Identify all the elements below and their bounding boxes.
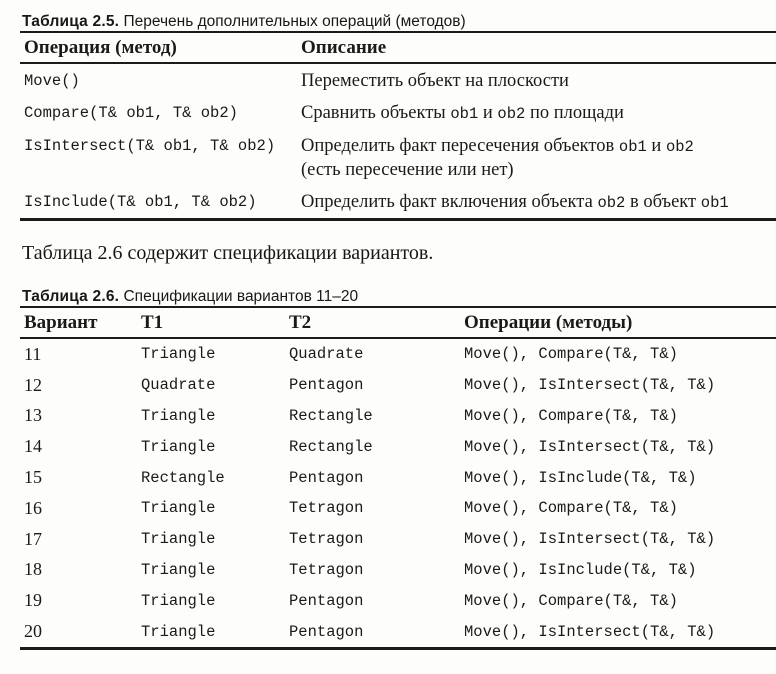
t2-cell: Tetragon	[289, 560, 364, 579]
column-header-operations: Операции (методы)	[464, 311, 633, 333]
t2-cell: Tetragon	[289, 499, 364, 518]
t1-cell: Triangle	[141, 591, 216, 610]
table-row	[20, 96, 776, 129]
operation-cell: Compare(T& ob1, T& ob2)	[24, 104, 238, 122]
inline-code: ob1	[618, 138, 647, 156]
description-cell: Переместить объект на плоскости	[301, 71, 569, 91]
variant-cell: 13	[24, 405, 42, 426]
operation-cell: Move()	[24, 72, 80, 90]
description-cell: Определить факт включения объекта ob2 в объект ob1	[301, 192, 729, 212]
description-cell: Определить факт пересечения объектов ob1 и ob2 (есть пересечение или нет)	[301, 136, 694, 180]
t2-cell: Rectangle	[289, 406, 373, 425]
table-row	[20, 339, 776, 370]
t1-cell: Triangle	[141, 499, 216, 518]
table-row	[20, 129, 776, 185]
variant-cell: 20	[24, 621, 42, 642]
t1-cell: Triangle	[141, 530, 216, 549]
table-2-6-header-row	[20, 308, 776, 339]
operations-cell: Move(), Compare(T&, T&)	[464, 499, 678, 518]
table-2-6-caption-label: Таблица 2.6.	[22, 288, 120, 305]
table-row	[20, 462, 776, 493]
table-2-6-body	[20, 339, 776, 647]
table-row	[20, 185, 776, 218]
operations-cell: Move(), Compare(T&, T&)	[464, 591, 678, 610]
table-row	[20, 64, 776, 96]
inline-code: ob1	[450, 105, 479, 123]
inline-code: ob2	[665, 138, 694, 156]
t2-cell: Pentagon	[289, 468, 364, 487]
table-row	[20, 524, 776, 555]
table-row	[20, 431, 776, 462]
operations-cell: Move(), IsIntersect(T&, T&)	[464, 376, 716, 395]
column-header-t2: T2	[289, 311, 312, 333]
table-row	[20, 585, 776, 616]
operation-cell: IsInclude(T& ob1, T& ob2)	[24, 193, 257, 211]
table-row	[20, 401, 776, 432]
table-row	[20, 493, 776, 524]
table-2-6	[20, 306, 776, 650]
t1-cell: Triangle	[141, 622, 216, 641]
t1-cell: Triangle	[141, 437, 216, 456]
variant-cell: 15	[24, 467, 42, 488]
table-2-5-body	[20, 64, 776, 218]
t2-cell: Pentagon	[289, 376, 364, 395]
t2-cell: Pentagon	[289, 622, 364, 641]
column-header-description: Описание	[301, 36, 387, 58]
variant-cell: 14	[24, 436, 42, 457]
variant-cell: 11	[24, 343, 42, 364]
table-2-5-caption-label: Таблица 2.5.	[22, 13, 120, 30]
table-2-5-caption	[22, 0, 776, 31]
operations-cell: Move(), IsIntersect(T&, T&)	[464, 622, 716, 641]
table-row	[20, 370, 776, 401]
t1-cell: Rectangle	[141, 468, 225, 487]
inline-code: ob1	[700, 194, 729, 212]
table-2-5-caption-text: Перечень дополнительных операций (методов)	[123, 13, 466, 30]
table-2-6-caption-text: Спецификации вариантов 11–20	[123, 288, 359, 305]
operations-cell: Move(), IsIntersect(T&, T&)	[464, 530, 716, 549]
operations-cell: Move(), IsInclude(T&, T&)	[464, 468, 697, 487]
inline-code: ob2	[597, 194, 626, 212]
table-row	[20, 616, 776, 647]
t2-cell: Pentagon	[289, 591, 364, 610]
column-header-variant: Вариант	[24, 311, 98, 333]
table-2-5	[20, 31, 776, 221]
column-header-operation: Операция (метод)	[24, 36, 177, 58]
t1-cell: Quadrate	[141, 376, 216, 395]
table-row	[20, 555, 776, 586]
inline-code: ob2	[497, 105, 526, 123]
t1-cell: Triangle	[141, 406, 216, 425]
body-paragraph: Таблица 2.6 содержит спецификации вариантов.	[22, 242, 434, 264]
variant-cell: 12	[24, 374, 42, 395]
table-2-6-caption	[22, 287, 776, 306]
variant-cell: 18	[24, 559, 42, 580]
operation-cell: IsIntersect(T& ob1, T& ob2)	[24, 137, 276, 155]
t1-cell: Triangle	[141, 560, 216, 579]
table-2-5-header-row	[20, 33, 776, 64]
column-header-t1: T1	[141, 311, 164, 333]
operations-cell: Move(), Compare(T&, T&)	[464, 345, 678, 364]
t2-cell: Rectangle	[289, 437, 373, 456]
variant-cell: 19	[24, 590, 42, 611]
t2-cell: Quadrate	[289, 345, 364, 364]
variant-cell: 17	[24, 528, 42, 549]
operations-cell: Move(), IsInclude(T&, T&)	[464, 560, 697, 579]
operations-cell: Move(), IsIntersect(T&, T&)	[464, 437, 716, 456]
description-cell: Сравнить объекты ob1 и ob2 по площади	[301, 103, 624, 123]
t2-cell: Tetragon	[289, 530, 364, 549]
variant-cell: 16	[24, 497, 42, 518]
operations-cell: Move(), Compare(T&, T&)	[464, 406, 678, 425]
t1-cell: Triangle	[141, 345, 216, 364]
